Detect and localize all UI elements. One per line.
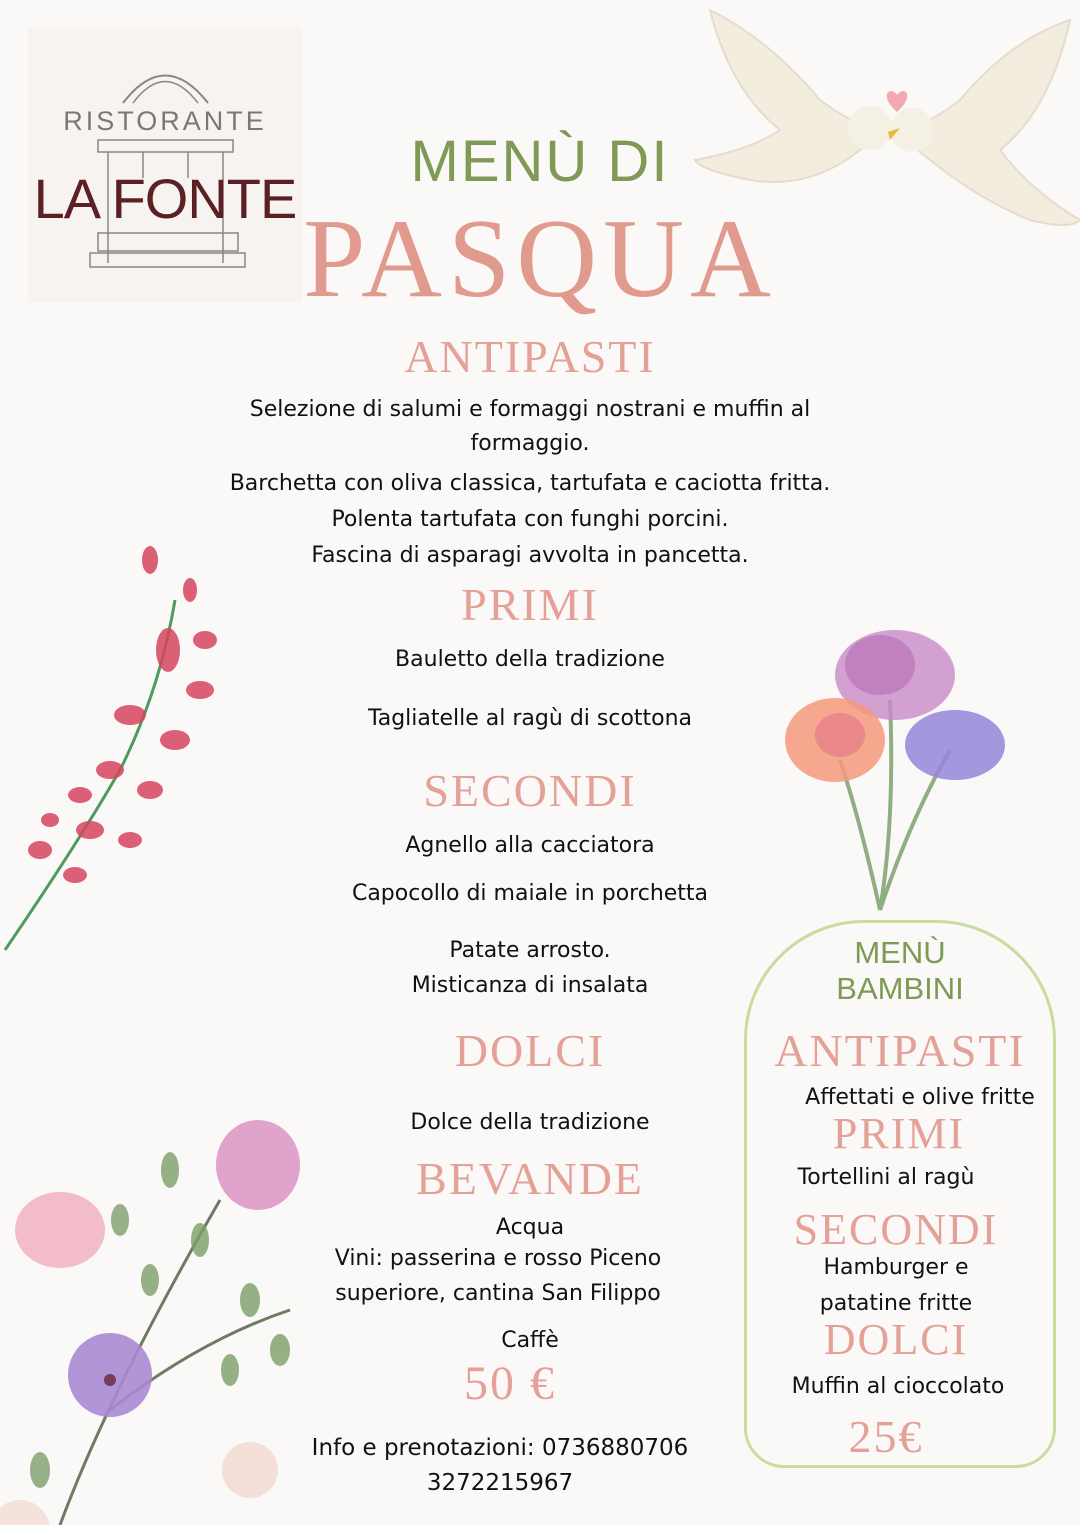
bevande-item: superiore, cantina San Filippo <box>335 1281 661 1306</box>
restaurant-logo <box>28 28 302 302</box>
kids-title-line1: MENÙ <box>854 935 946 970</box>
kids-antipasti-item: Affettati e olive fritte <box>805 1085 1035 1110</box>
kids-secondi-heading: SECONDI <box>793 1205 999 1254</box>
flowers-icon <box>0 1110 320 1525</box>
secondi-heading: SECONDI <box>423 765 637 816</box>
bevande-item: Caffè <box>501 1328 559 1353</box>
primi-item: Bauletto della tradizione <box>395 647 665 672</box>
info-phone: 3272215967 <box>426 1470 574 1496</box>
antipasti-heading: ANTIPASTI <box>404 331 656 382</box>
info-contact: Info e prenotazioni: 0736880706 <box>311 1435 689 1461</box>
antipasti-item: Fascina di asparagi avvolta in pancetta. <box>311 543 749 568</box>
menu-title-line1: MENÙ DI <box>410 129 670 194</box>
kids-antipasti-heading: ANTIPASTI <box>774 1025 1026 1076</box>
kids-dolci-item: Muffin al cioccolato <box>791 1374 1005 1399</box>
menu-title-line2: PASQUA <box>303 197 777 321</box>
bouquet-icon <box>780 620 1020 920</box>
contorni-item: Misticanza di insalata <box>411 973 649 998</box>
bevande-item: Acqua <box>495 1215 565 1240</box>
kids-secondi-item: patatine fritte <box>819 1291 973 1316</box>
secondi-item: Capocollo di maiale in porchetta <box>351 881 709 906</box>
menu-price: 50 € <box>464 1357 556 1410</box>
bevande-heading: BEVANDE <box>416 1153 644 1204</box>
kids-primi-item: Tortellini al ragù <box>797 1165 975 1190</box>
kids-dolci-heading: DOLCI <box>823 1315 969 1364</box>
antipasti-item: Barchetta con oliva classica, tartufata e caciotta fritta. <box>229 471 831 496</box>
primi-item: Tagliatelle al ragù di scottona <box>367 706 693 731</box>
antipasti-item: Polenta tartufata con funghi porcini. <box>331 507 729 532</box>
antipasti-item: formaggio. <box>470 431 590 456</box>
dolci-item: Dolce della tradizione <box>410 1110 650 1135</box>
logo-name: LA FONTE <box>33 167 297 230</box>
bevande-item: Vini: passerina e rosso Piceno <box>334 1246 662 1271</box>
kids-title-line2: BAMBINI <box>836 971 964 1006</box>
kids-secondi-item: Hamburger e <box>823 1255 969 1280</box>
secondi-item: Agnello alla cacciatora <box>405 833 655 858</box>
kids-primi-heading: PRIMI <box>832 1109 966 1158</box>
dolci-heading: DOLCI <box>454 1025 606 1076</box>
logo-subtitle: RISTORANTE <box>63 106 267 136</box>
contorni-item: Patate arrosto. <box>449 938 611 963</box>
kids-price: 25€ <box>848 1411 924 1462</box>
logo-arch-icon <box>28 28 302 302</box>
antipasti-item: Selezione di salumi e formaggi nostrani e muffin al <box>249 397 811 422</box>
flower-branch-icon <box>0 540 230 960</box>
primi-heading: PRIMI <box>461 579 599 630</box>
